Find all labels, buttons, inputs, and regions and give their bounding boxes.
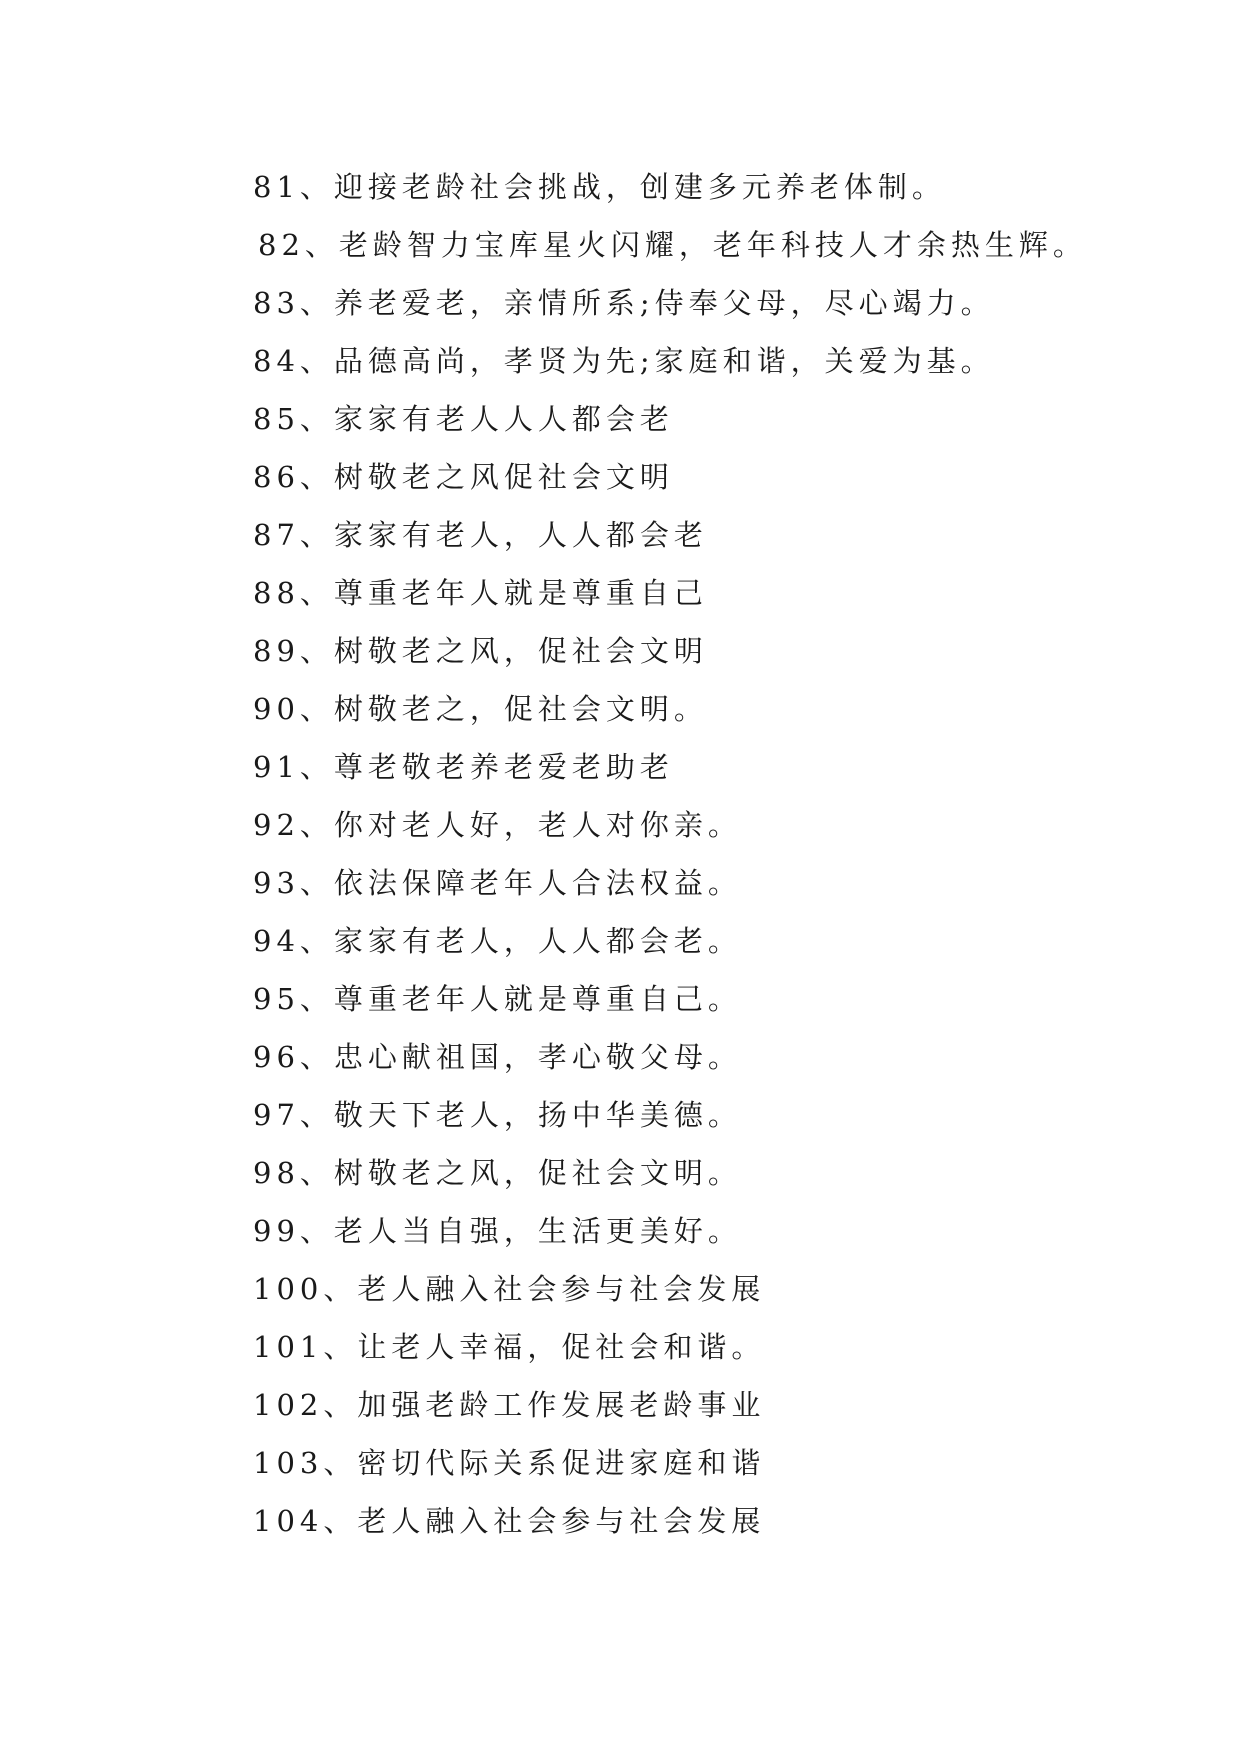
slogan-line: 100、老人融入社会参与社会发展 [253,1272,766,1306]
slogan-line: 93、依法保障老年人合法权益。 [253,866,742,900]
slogan-line: 82、老龄智力宝库星火闪耀，老年科技人才余热生辉。 [258,228,1087,262]
slogan-line: 89、树敬老之风，促社会文明 [253,634,708,668]
slogan-line: 92、你对老人好，老人对你亲。 [253,808,742,842]
slogan-line: 99、老人当自强，生活更美好。 [253,1214,742,1248]
slogan-line: 83、养老爱老，亲情所系;侍奉父母，尽心竭力。 [253,286,995,320]
slogan-line: 85、家家有老人人人都会老 [253,402,674,436]
slogan-list [253,158,1087,1550]
slogan-line: 96、忠心献祖国，孝心敬父母。 [253,1040,742,1074]
slogan-line: 86、树敬老之风促社会文明 [253,460,674,494]
slogan-line: 91、尊老敬老养老爱老助老 [253,750,674,784]
slogan-line: 81、迎接老龄社会挑战，创建多元养老体制。 [253,170,946,204]
slogan-line: 94、家家有老人，人人都会老。 [253,924,742,958]
slogan-line: 97、敬天下老人，扬中华美德。 [253,1098,742,1132]
slogan-line: 87、家家有老人，人人都会老 [253,518,708,552]
slogan-line: 104、老人融入社会参与社会发展 [253,1504,766,1538]
slogan-line: 95、尊重老年人就是尊重自己。 [253,982,742,1016]
slogan-line: 103、密切代际关系促进家庭和谐 [253,1446,766,1480]
slogan-line: 90、树敬老之，促社会文明。 [253,692,708,726]
slogan-line: 101、让老人幸福，促社会和谐。 [253,1330,766,1364]
slogan-line: 98、树敬老之风，促社会文明。 [253,1156,742,1190]
slogan-line: 84、品德高尚，孝贤为先;家庭和谐，关爱为基。 [253,344,995,378]
slogan-line: 88、尊重老年人就是尊重自己 [253,576,708,610]
slogan-line: 102、加强老龄工作发展老龄事业 [253,1388,766,1422]
